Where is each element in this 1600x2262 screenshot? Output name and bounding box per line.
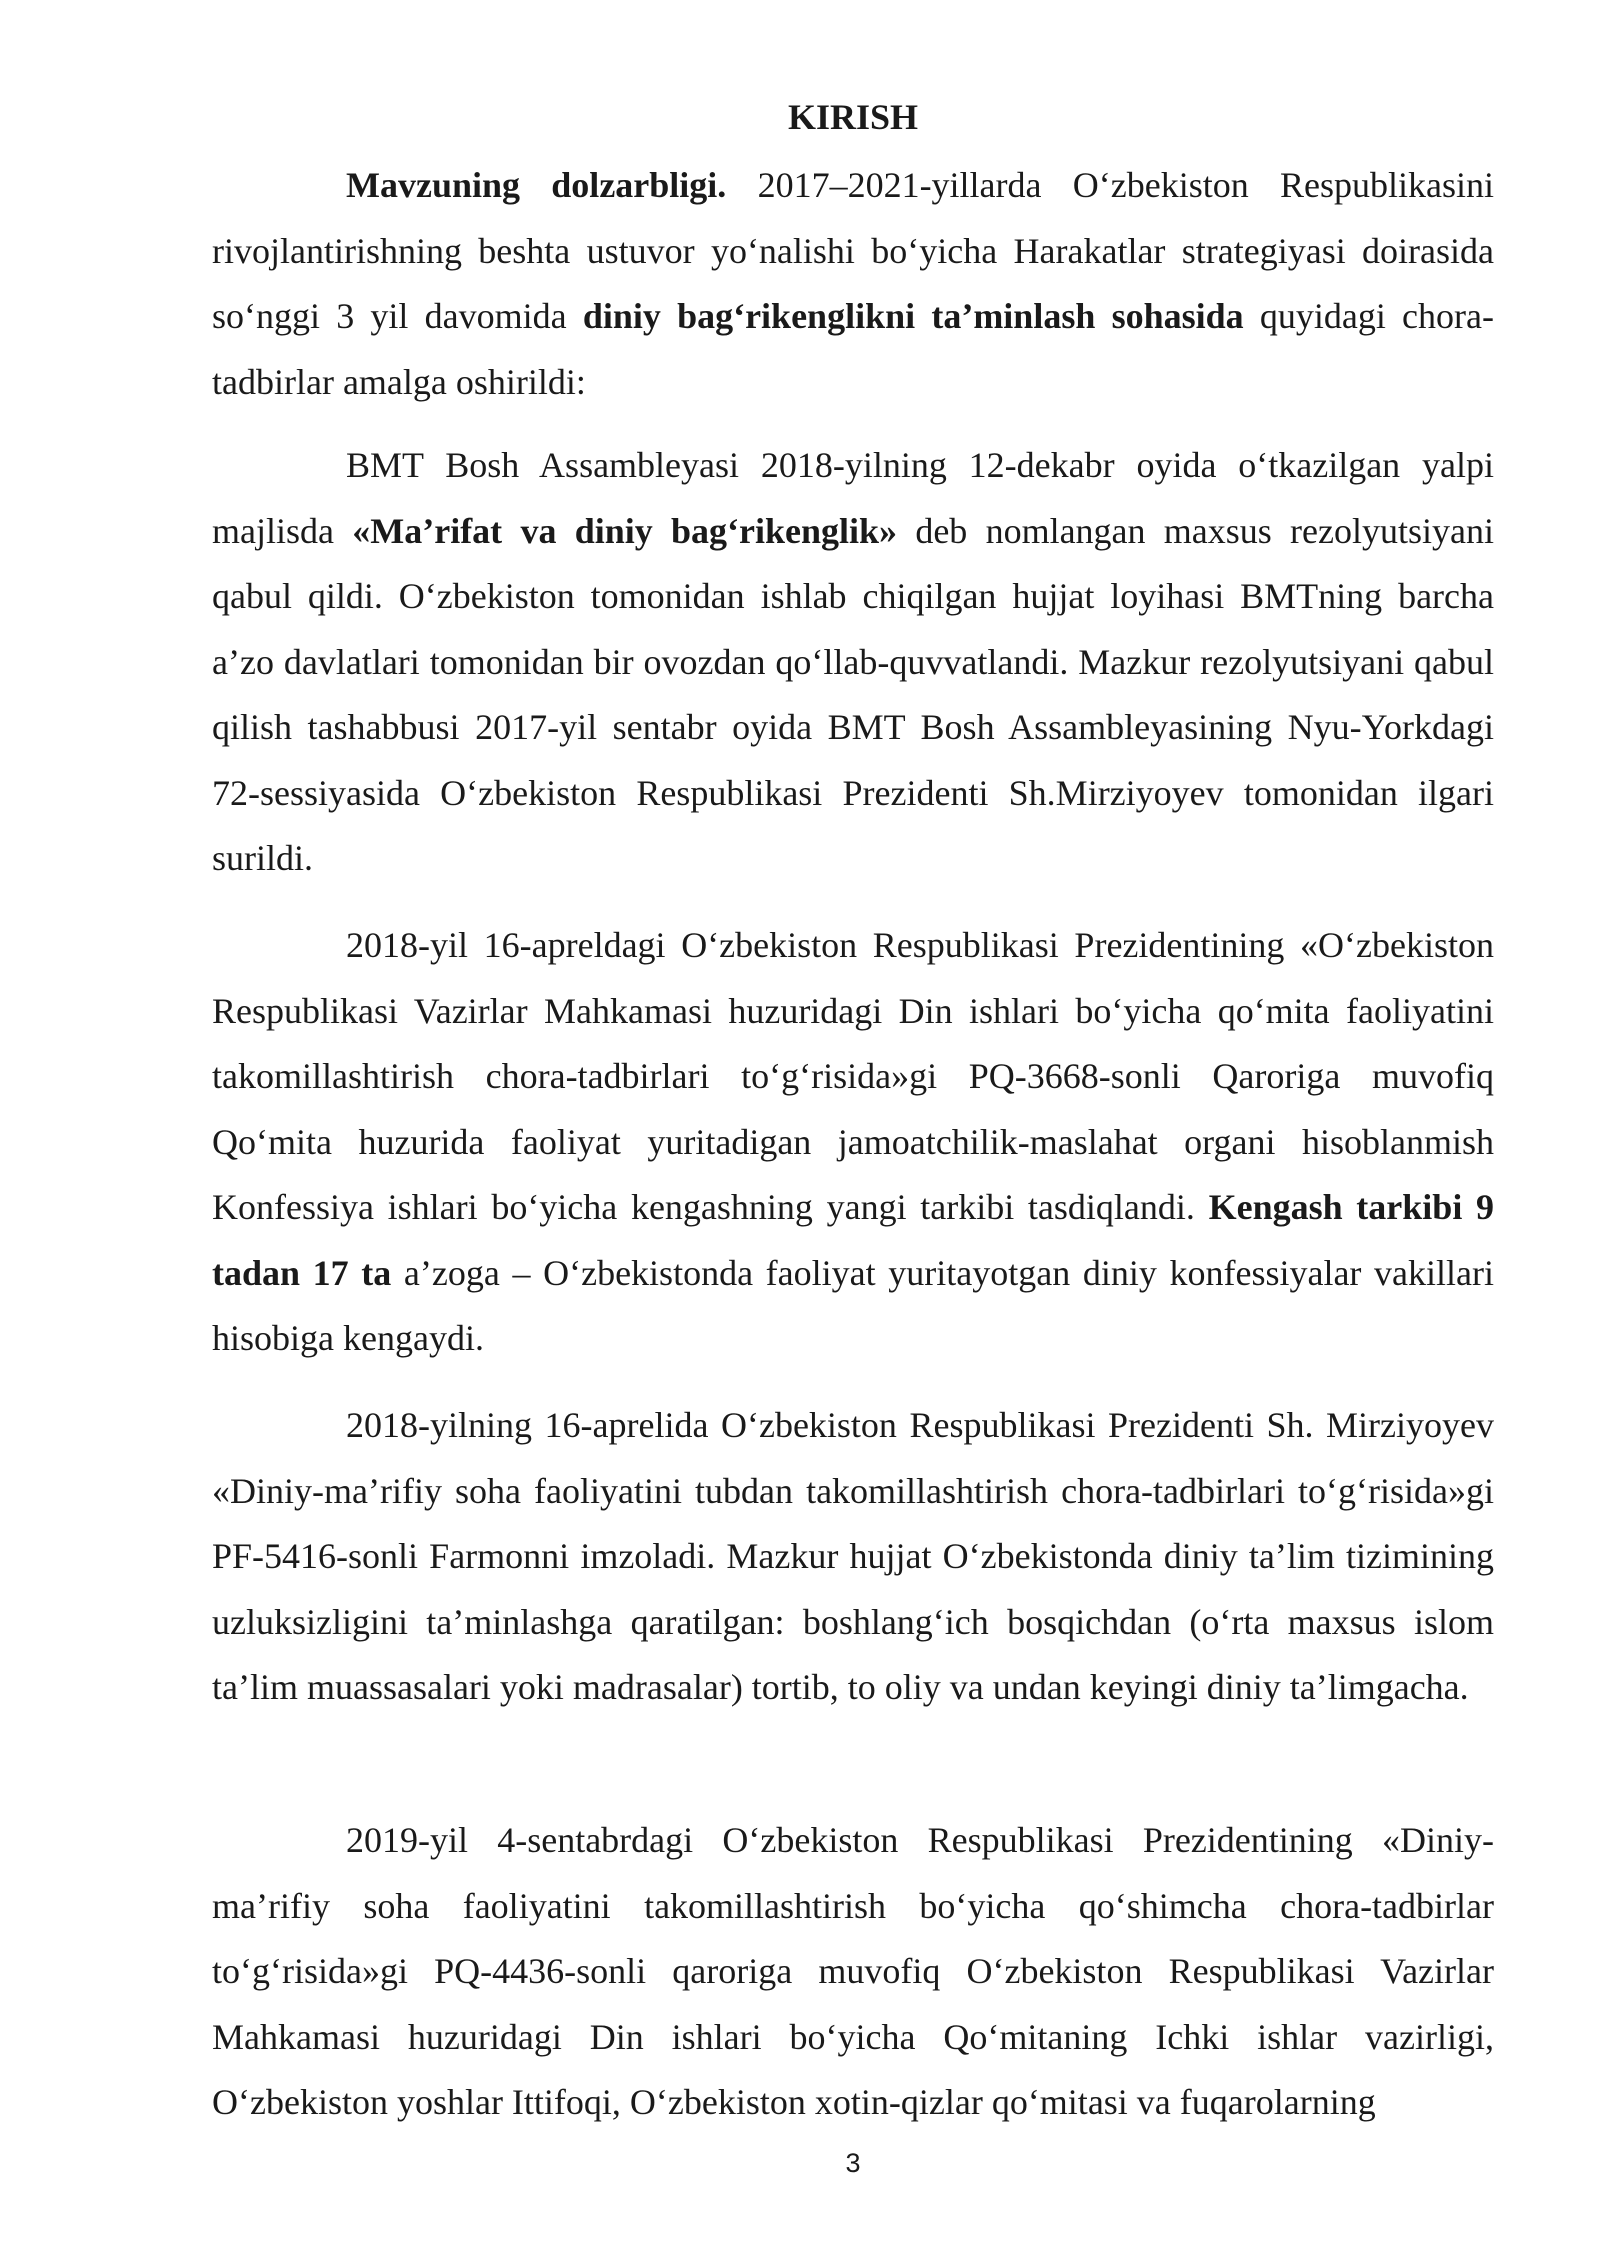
paragraph-run: deb nomlangan maxsus rezolyutsiyani qabul qildi. O‘zbekiston tomonidan ishlab chiqilgan hujjat loyihasi BMTning barcha a’zo davlatlari tomonidan bir ovozdan qo‘llab-quvvatlandi. Mazkur rezolyutsiyani qabul qilish tashabbusi 2017-yil sentabr oyida BMT Bosh Assambleyasining Nyu-Yorkdagi 72-sessiyasida O‘zbekiston Respublikasi Prezidenti Sh.Mirziyoyev tomonidan ilgari surildi. <box>212 510 1494 878</box>
paragraph-run: 2019-yil 4-sentabrdagi O‘zbekiston Respublikasi Prezidentining «Diniy-ma’rifiy soha faoliyatini takomillashtirish bo‘yicha qo‘shimcha chora-tadbirlar to‘g‘risida»gi PQ-4436-sonli qaroriga muvofiq O‘zbekiston Respublikasi Vazirlar Mahkamasi huzuridagi Din ishlari bo‘yicha Qo‘mitaning Ichki ishlar vazirligi, O‘zbekiston yoshlar Ittifoqi, O‘zbekiston xotin-qizlar qo‘mitasi va fuqarolarning <box>212 1820 1494 2122</box>
paragraph-run: a’zoga – O‘zbekistonda faoliyat yuritayotgan diniy konfessiyalar vakillari hisobiga kengaydi. <box>212 1252 1495 1358</box>
paragraph-run: BMT Bosh Assambleyasi 2018-yilning 12-dekabr oyida o‘tkazilgan yalpi majlisda <box>212 445 1494 551</box>
paragraph-run: 2018-yil 16-apreldagi O‘zbekiston Respublikasi Prezidentining «O‘zbekiston Respublikasi Vazirlar Mahkamasi huzuridagi Din ishlari bo‘yicha qo‘mita faoliyatini takomillashtirish chora-tadbirlari to‘g‘risida»gi PQ-3668-sonli Qaroriga muvofiq Qo‘mita huzurida faoliyat yuritadigan jamoatchilik-maslahat organi hisoblanmish Konfessiya ishlari bo‘yicha kengashning yangi tarkibi tasdiqlandi. <box>212 925 1494 1227</box>
paragraph-relevance <box>212 153 1494 415</box>
paragraph-decree-pf5416 <box>212 1393 1494 1721</box>
paragraph-run: «Ma’rifat va diniy bag‘rikenglik» <box>352 510 898 551</box>
paragraph-run: 2017–2021-yillarda O‘zbekiston Respublikasini rivojlantirishning beshta ustuvor yo‘nalishi bo‘yicha Harakatlar strategiyasi doirasida so‘nggi 3 yil davomida <box>212 165 1494 336</box>
page-title: KIRISH <box>787 97 919 137</box>
paragraph-run: Mavzuning dolzarbligi. <box>346 165 727 205</box>
paragraph-run: Kengash tarkibi 9 tadan 17 ta <box>212 1187 1495 1293</box>
paragraph-council-composition <box>212 913 1494 1372</box>
paragraph-run: diniy bag‘rikenglikni ta’minlash sohasida <box>582 296 1244 336</box>
paragraph-run: 2018-yilning 16-aprelida O‘zbekiston Respublikasi Prezidenti Sh. Mirziyoyev «Diniy-ma’rifiy soha faoliyatini tubdan takomillashtirish chora-tadbirlari to‘g‘risida»gi PF-5416-sonli Farmonni imzoladi. Mazkur hujjat O‘zbekistonda diniy ta’lim tizimining uzluksizligini ta’minlashga qaratilgan: boshlang‘ich bosqichdan (o‘rta maxsus islom ta’lim muassasalari yoki madrasalar) tortib, to oliy va undan keyingi diniy ta’limgacha. <box>212 1405 1494 1707</box>
paragraph-run: quyidagi chora-tadbirlar amalga oshirildi: <box>212 296 1494 402</box>
page-number: 3 <box>845 2148 861 2178</box>
paragraph-un-resolution <box>212 433 1494 892</box>
paragraph-resolution-pq4436 <box>212 1808 1494 2136</box>
